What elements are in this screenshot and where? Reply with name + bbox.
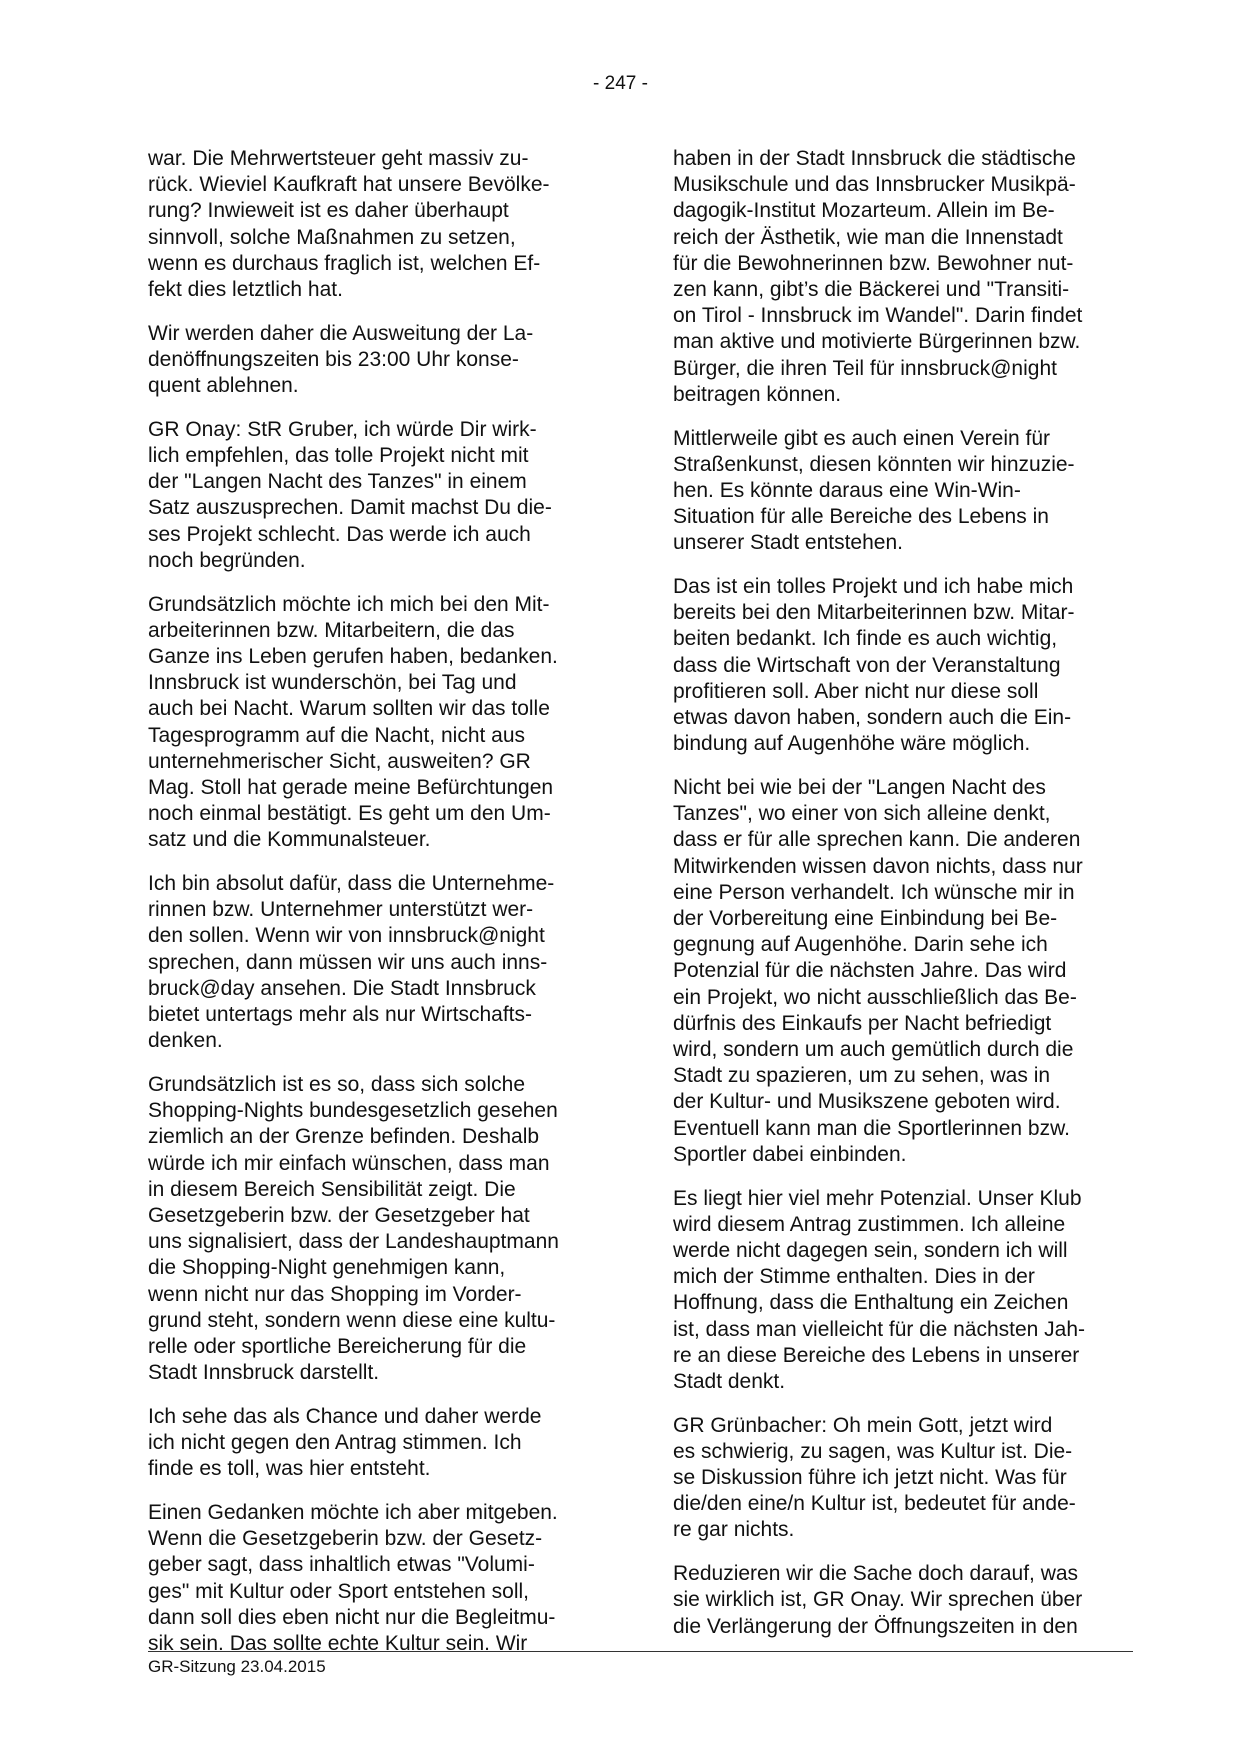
paragraph: Mittlerweile gibt es auch einen Verein für Straßenkunst, diesen könnten wir hinzuzie- hen. Es könnte daraus eine Win-Win- Situation für alle Bereiche des Lebens in unserer Stadt entstehen. [673,426,1075,555]
right-column [673,146,1133,1657]
page-number: - 247 - [593,73,648,94]
footer-divider [148,1651,1133,1652]
paragraph: war. Die Mehrwertsteuer geht massiv zu- rück. Wieviel Kaufkraft hat unsere Bevölke- rung? Inwieweit ist es daher überhaupt sinnvoll, solche Maßnahmen zu setzen, wenn es durchaus fraglich ist, welchen Ef- fekt dies letztlich hat. [148,147,550,302]
paragraph: Reduzieren wir die Sache doch darauf, was sie wirklich ist, GR Onay. Wir sprechen über die Verlängerung der Öffnungszeiten in den [673,1562,1083,1638]
paragraph: Ich bin absolut dafür, dass die Unternehme- rinnen bzw. Unternehmer unterstützt wer- den sollen. Wenn wir von innsbruck@night sprechen, dann müssen wir uns auch inns- bruck@day ansehen. Die Stadt Innsbruck bietet untertags mehr als nur Wirtschafts- denken. [148,872,555,1053]
paragraph: Nicht bei wie bei der "Langen Nacht des Tanzes", wo einer von sich alleine denkt, dass er für alle sprechen kann. Die anderen Mitwirkenden wissen davon nichts, dass nur eine Person verhandelt. Ich wünsche mir in der Vorbereitung eine Einbindung bei Be- gegnung auf Augenhöhe. Darin sehe ich Potenzial für die nächsten Jahre. Das wird ein Projekt, wo nicht ausschließlich das Be- dürfnis des Einkaufs per Nacht befriedigt wird, sondern um auch gemütlich durch die Stadt zu spazieren, um zu sehen, was in der Kultur- und Musikszene geboten wird. Eventuell kann man die Sportlerinnen bzw. Sportler dabei einbinden. [673,775,1083,1166]
paragraph: Grundsätzlich möchte ich mich bei den Mit- arbeiterinnen bzw. Mitarbeitern, die das Ganze ins Leben gerufen haben, bedanken. Innsbruck ist wunderschön, bei Tag und auch bei Nacht. Warum sollten wir das tolle Tagesprogramm auf die Nacht, nicht aus unternehmerischer Sicht, ausweiten? GR Mag. Stoll hat gerade meine Befürchtungen noch einmal bestätigt. Es geht um den Um- satz und die Kommunalsteuer. [148,592,558,852]
footer-session-date: GR-Sitzung 23.04.2015 [148,1657,326,1676]
paragraph: Ich sehe das als Chance und daher werde ich nicht gegen den Antrag stimmen. Ich finde es toll, was hier entsteht. [148,1404,542,1481]
paragraph: haben in der Stadt Innsbruck die städtische Musikschule und das Innsbrucker Musikpä- dagogik-Institut Mozarteum. Allein im Be- reich der Ästhetik, wie man die Innenstadt für die Bewohnerinnen bzw. Bewohner nut- zen kann, gibt’s die Bäckerei und "Transiti- on Tirol - Innsbruck im Wandel". Darin findet man aktive und motivierte Bürgerinnen bzw. Bürger, die ihren Teil für innsbruck@night beitragen können. [673,147,1083,406]
paragraph: Grundsätzlich ist es so, dass sich solche Shopping-Nights bundesgesetzlich gesehen ziemlich an der Grenze befinden. Deshalb würde ich mir einfach wünschen, dass man in diesem Bereich Sensibilität zeigt. Die Gesetzgeberin bzw. der Gesetzgeber hat uns signalisiert, dass der Landeshauptmann die Shopping-Night genehmigen kann, wenn nicht nur das Shopping im Vorder- grund steht, sondern wenn diese eine kultu- relle oder sportliche Bereicherung für die Stadt Innsbruck darstellt. [148,1073,559,1385]
left-column [148,146,603,1675]
paragraph: GR Onay: StR Gruber, ich würde Dir wirk- lich empfehlen, das tolle Projekt nicht mit der "Langen Nacht des Tanzes" in einem Satz auszusprechen. Damit machst Du die- ses Projekt schlecht. Das werde ich auch noch begründen. [148,417,552,572]
paragraph: Das ist ein tolles Projekt und ich habe mich bereits bei den Mitarbeiterinnen bzw. Mitar- beiten bedankt. Ich finde es auch wichtig, dass die Wirtschaft von der Veranstaltung profitieren soll. Aber nicht nur diese soll etwas davon haben, sondern auch die Ein- bindung auf Augenhöhe wäre möglich. [673,575,1075,756]
paragraph: Es liegt hier viel mehr Potenzial. Unser Klub wird diesem Antrag zustimmen. Ich alleine werde nicht dagegen sein, sondern ich will mich der Stimme enthalten. Dies in der Hoffnung, dass die Enthaltung ein Zeichen ist, dass man vielleicht für die nächsten Jah- re an diese Bereiche des Lebens in unserer Stadt denkt. [673,1186,1086,1393]
paragraph: Einen Gedanken möchte ich aber mitgeben. Wenn die Gesetzgeberin bzw. der Gesetz- geber sagt, dass inhaltlich etwas "Volumi- ges" mit Kultur oder Sport entstehen soll, dann soll dies eben nicht nur die Begleitmu- sik sein. Das sollte echte Kultur sein. Wir [148,1501,558,1656]
paragraph: Wir werden daher die Ausweitung der La- denöffnungszeiten bis 23:00 Uhr konse- quent ablehnen. [148,321,534,398]
paragraph: GR Grünbacher: Oh mein Gott, jetzt wird es schwierig, zu sagen, was Kultur ist. Die- se Diskussion führe ich jetzt nicht. Was für die/den eine/n Kultur ist, bedeutet für ande- re gar nichts. [673,1413,1076,1542]
